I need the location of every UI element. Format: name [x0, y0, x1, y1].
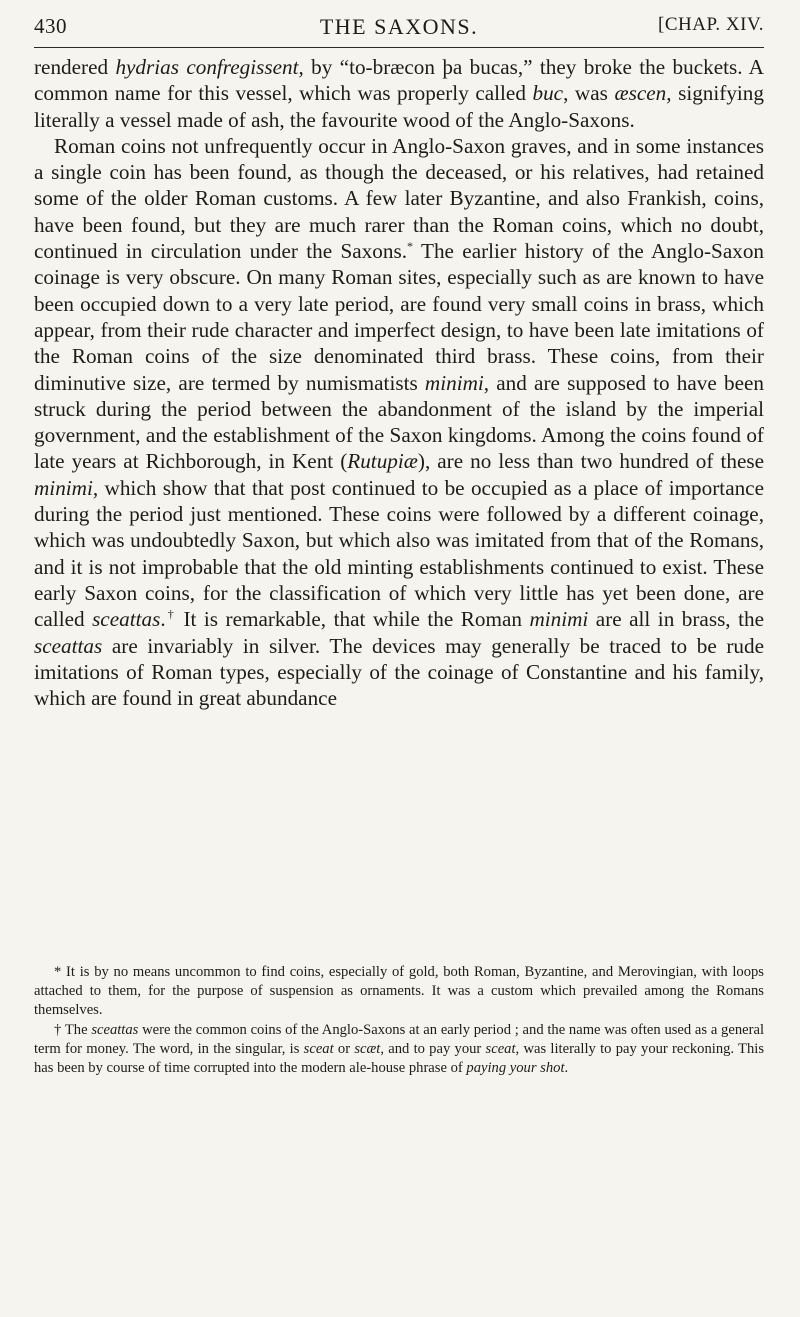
page-number: 430 — [34, 14, 67, 38]
term-minimi: minimi — [34, 475, 93, 500]
footnotes — [34, 963, 764, 1078]
footnote-ref-dagger[interactable]: † — [165, 607, 176, 622]
footnote-ref-asterisk[interactable]: * — [407, 239, 414, 254]
term-scaet: scæt — [354, 1040, 381, 1057]
term-sceattas: sceattas — [34, 633, 103, 658]
term-aescen: æscen — [614, 81, 667, 106]
phrase-paying-your-shot: paying your shot — [466, 1060, 565, 1077]
header-rule — [34, 47, 764, 48]
body-text — [34, 54, 764, 711]
paragraph-2: Roman coins not unfrequently occur in Anglo-Saxon graves, and in some instances a single coin has been found, as though the deceased, or his relatives, had retained some of the older Roman customs. A few later Byzantine, and also Frankish, coins, have been found, but they are much rarer than the Roman coins, which no doubt, continued in circulation under the Saxons.* The earlier history of the Anglo-Saxon coinage is very obscure. On many Roman sites, especially such as are known to have been occupied down to a very late period, are found very small coins in brass, which appear, from their rude character and imperfect design, to have been late imitations of the Roman coins of the size denominated third brass. These coins, from their diminutive size, are termed by numismatists minimi, and are supposed to have been struck during the period between the abandonment of the island by the imperial government, and the establishment of the Saxon kingdoms. Among the coins found of late years at Richborough, in Kent (Rutupiæ), are no less than two hundred of these minimi, which show that that post continued to be occupied as a place of importance during the period just mentioned. These coins were followed by a different coinage, which was undoubtedly Saxon, but which also was imitated from that of the Romans, and it is not improbable that the old minting establishments continued to exist. These early Saxon coins, for the classification of which very little has yet been done, are called sceattas.† It is remarkable, that while the Roman minimi are all in brass, the sceattas are invariably in silver. The devices may generally be traced to be rude imitations of Roman types, especially of the coinage of Constantine and his family, which are found in great abundance — [34, 133, 765, 711]
footnote-2: † The sceattas were the common coins of the Anglo-Saxons at an early period ; and the name was often used as a general term for money. The word, in the singular, is sceat or scæt, and to pay your sceat, was literally to pay your reckoning. This has been by course of time corrupted into the modern ale-house phrase of paying your shot. — [34, 1021, 765, 1077]
term-buc: buc — [532, 81, 564, 106]
running-title: THE SAXONS. — [319, 14, 479, 39]
chapter-label: [CHAP. XIV. — [658, 14, 764, 35]
term-minimi: minimi — [529, 607, 589, 632]
term-minimi: minimi — [424, 370, 484, 395]
term-sceat: sceat — [303, 1040, 334, 1057]
latin-phrase: hydrias confregissent — [115, 55, 299, 79]
running-header — [34, 14, 764, 46]
paragraph-1: rendered hydrias confregissent, by “to-bræcon þa bucas,” they broke the buckets. A common name for this vessel, which was properly called buc, was æscen, signifying literally a vessel made of ash, the favourite wood of the Anglo-Saxons. — [34, 55, 764, 132]
term-sceat: sceat — [485, 1040, 516, 1057]
term-rutupiae: Rutupiæ — [347, 449, 418, 474]
footnote-1: * It is by no means uncommon to find coins, especially of gold, both Roman, Byzantine, and Merovingian, with loops attached to them, for the purpose of suspension as ornaments. It was a custom which prevailed among the Romans themselves. — [34, 964, 764, 1019]
term-sceattas: sceattas — [92, 607, 161, 632]
term-sceattas: sceattas — [91, 1021, 139, 1038]
